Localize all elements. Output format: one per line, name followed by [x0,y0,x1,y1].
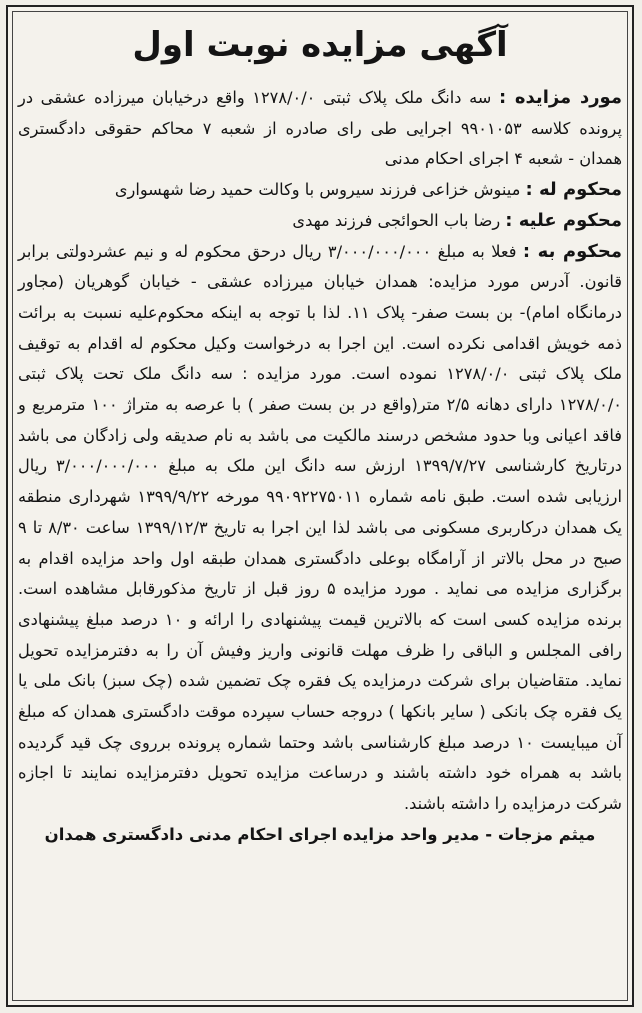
subject-paragraph [18,83,622,175]
judgment-paragraph [18,237,622,820]
notice-frame [6,5,634,1007]
judgment-text: فعلا به مبلغ ۳/۰۰۰/۰۰۰/۰۰۰ ریال درحق محکوم له و نیم عشردولتی برابر قانون. آدرس مورد مزایده: همدان خیابان میرزاده عشقی - خیابان گوهریان (مجاور درمانگاه امام)- بن بست صفر- پلاک ۱۱. لذا با توجه به اینکه محکوم‌علیه نسبت به برائت ذمه خویش اقدامی نکرده است. این اجرا به درخواست وکیل محکوم له اقدام به توقیف ملک پلاک ثبتی ۱۲۷۸/۰/۰ نموده است. مورد مزایده : سه دانگ ملک تحت پلاک ثبتی ۱۲۷۸/۰/۰ دارای دهانه ۲/۵ متر(واقع در بن بست صفر ) با عرصه به متراژ ۱۰۰ مترمربع و فاقد اعیانی وبا حدود مشخص درسند مالکیت می باشد به نام صدیقه ولی زادگان می باشد درتاریخ کارشناسی ۱۳۹۹/۷/۲۷ ارزش سه دانگ این ملک به مبلغ ۳/۰۰۰/۰۰۰/۰۰۰ ریال ارزیابی شده است. طبق نامه شماره ۹۹۰۹۲۲۷۵۰۱۱ مورخه ۱۳۹۹/۹/۲۲ شهرداری منطقه یک همدان درکاربری مسکونی می باشد لذا این اجرا به تاریخ ۱۳۹۹/۱۲/۳ ساعت ۸/۳۰ تا ۹ صبح در محل بالاتر از آرامگاه بوعلی دادگستری همدان طبقه اول واحد مزایده اقدام به برگزاری مزایده می نماید . مورد مزایده ۵ روز قبل از تاریخ مذکورقابل مشاهده است. برنده مزایده کسی است که بالاترین قیمت پیشنهادی را ارائه و ۱۰ درصد مبلغ پیشنهادی رافی المجلس و الباقی را ظرف مهلت قانونی واریز وفیش آن را به دفترمزایده تحویل نماید. متقاضیان برای شرکت درمزایده یک فقره چک تضمین شده (چک سبز) بانک ملی یا یک فقره چک بانکی ( سایر بانکها ) دروجه حساب سپرده موقت دادگستری همدان که مبلغ آن میبایست ۱۰ درصد مبلغ کارشناسی باشد وحتما شماره پرونده برروی چک قید گردیده باشد به همراه خود داشته باشند و درساعت مزایده تحویل دفترمزایده نمایند تا اجازه شرکت درمزایده را داشته باشند. [18,241,623,814]
debtor-text: رضا باب الحوائجی فرزند مهدی [292,210,501,230]
judgment-label: محکوم به : [522,240,622,262]
creditor-text: مینوش خزاعی فرزند سیروس با وکالت حمید رضا شهسواری [114,180,521,200]
creditor-paragraph [18,175,622,206]
creditor-label: محکوم له : [525,179,622,201]
debtor-label: محکوم علیه : [505,209,622,231]
subject-text: سه دانگ ملک پلاک ثبتی ۱۲۷۸/۰/۰ واقع درخیابان میرزاده عشقی در پرونده کلاسه ۹۹۰۱۰۵۳ اجرایی طی رای صادره از شعبه ۷ محاکم حقوقی دادگستری همدان - شعبه ۴ اجرای احکام مدنی [18,88,622,169]
notice-title: آگهی مزایده نوبت اول [132,25,508,65]
debtor-paragraph [18,206,622,237]
notice-body [18,83,622,851]
notice-signature: میثم مزجات - مدیر واحد مزایده اجرای احکام مدنی دادگستری همدان [44,824,596,844]
subject-label: مورد مزایده : [498,87,622,108]
